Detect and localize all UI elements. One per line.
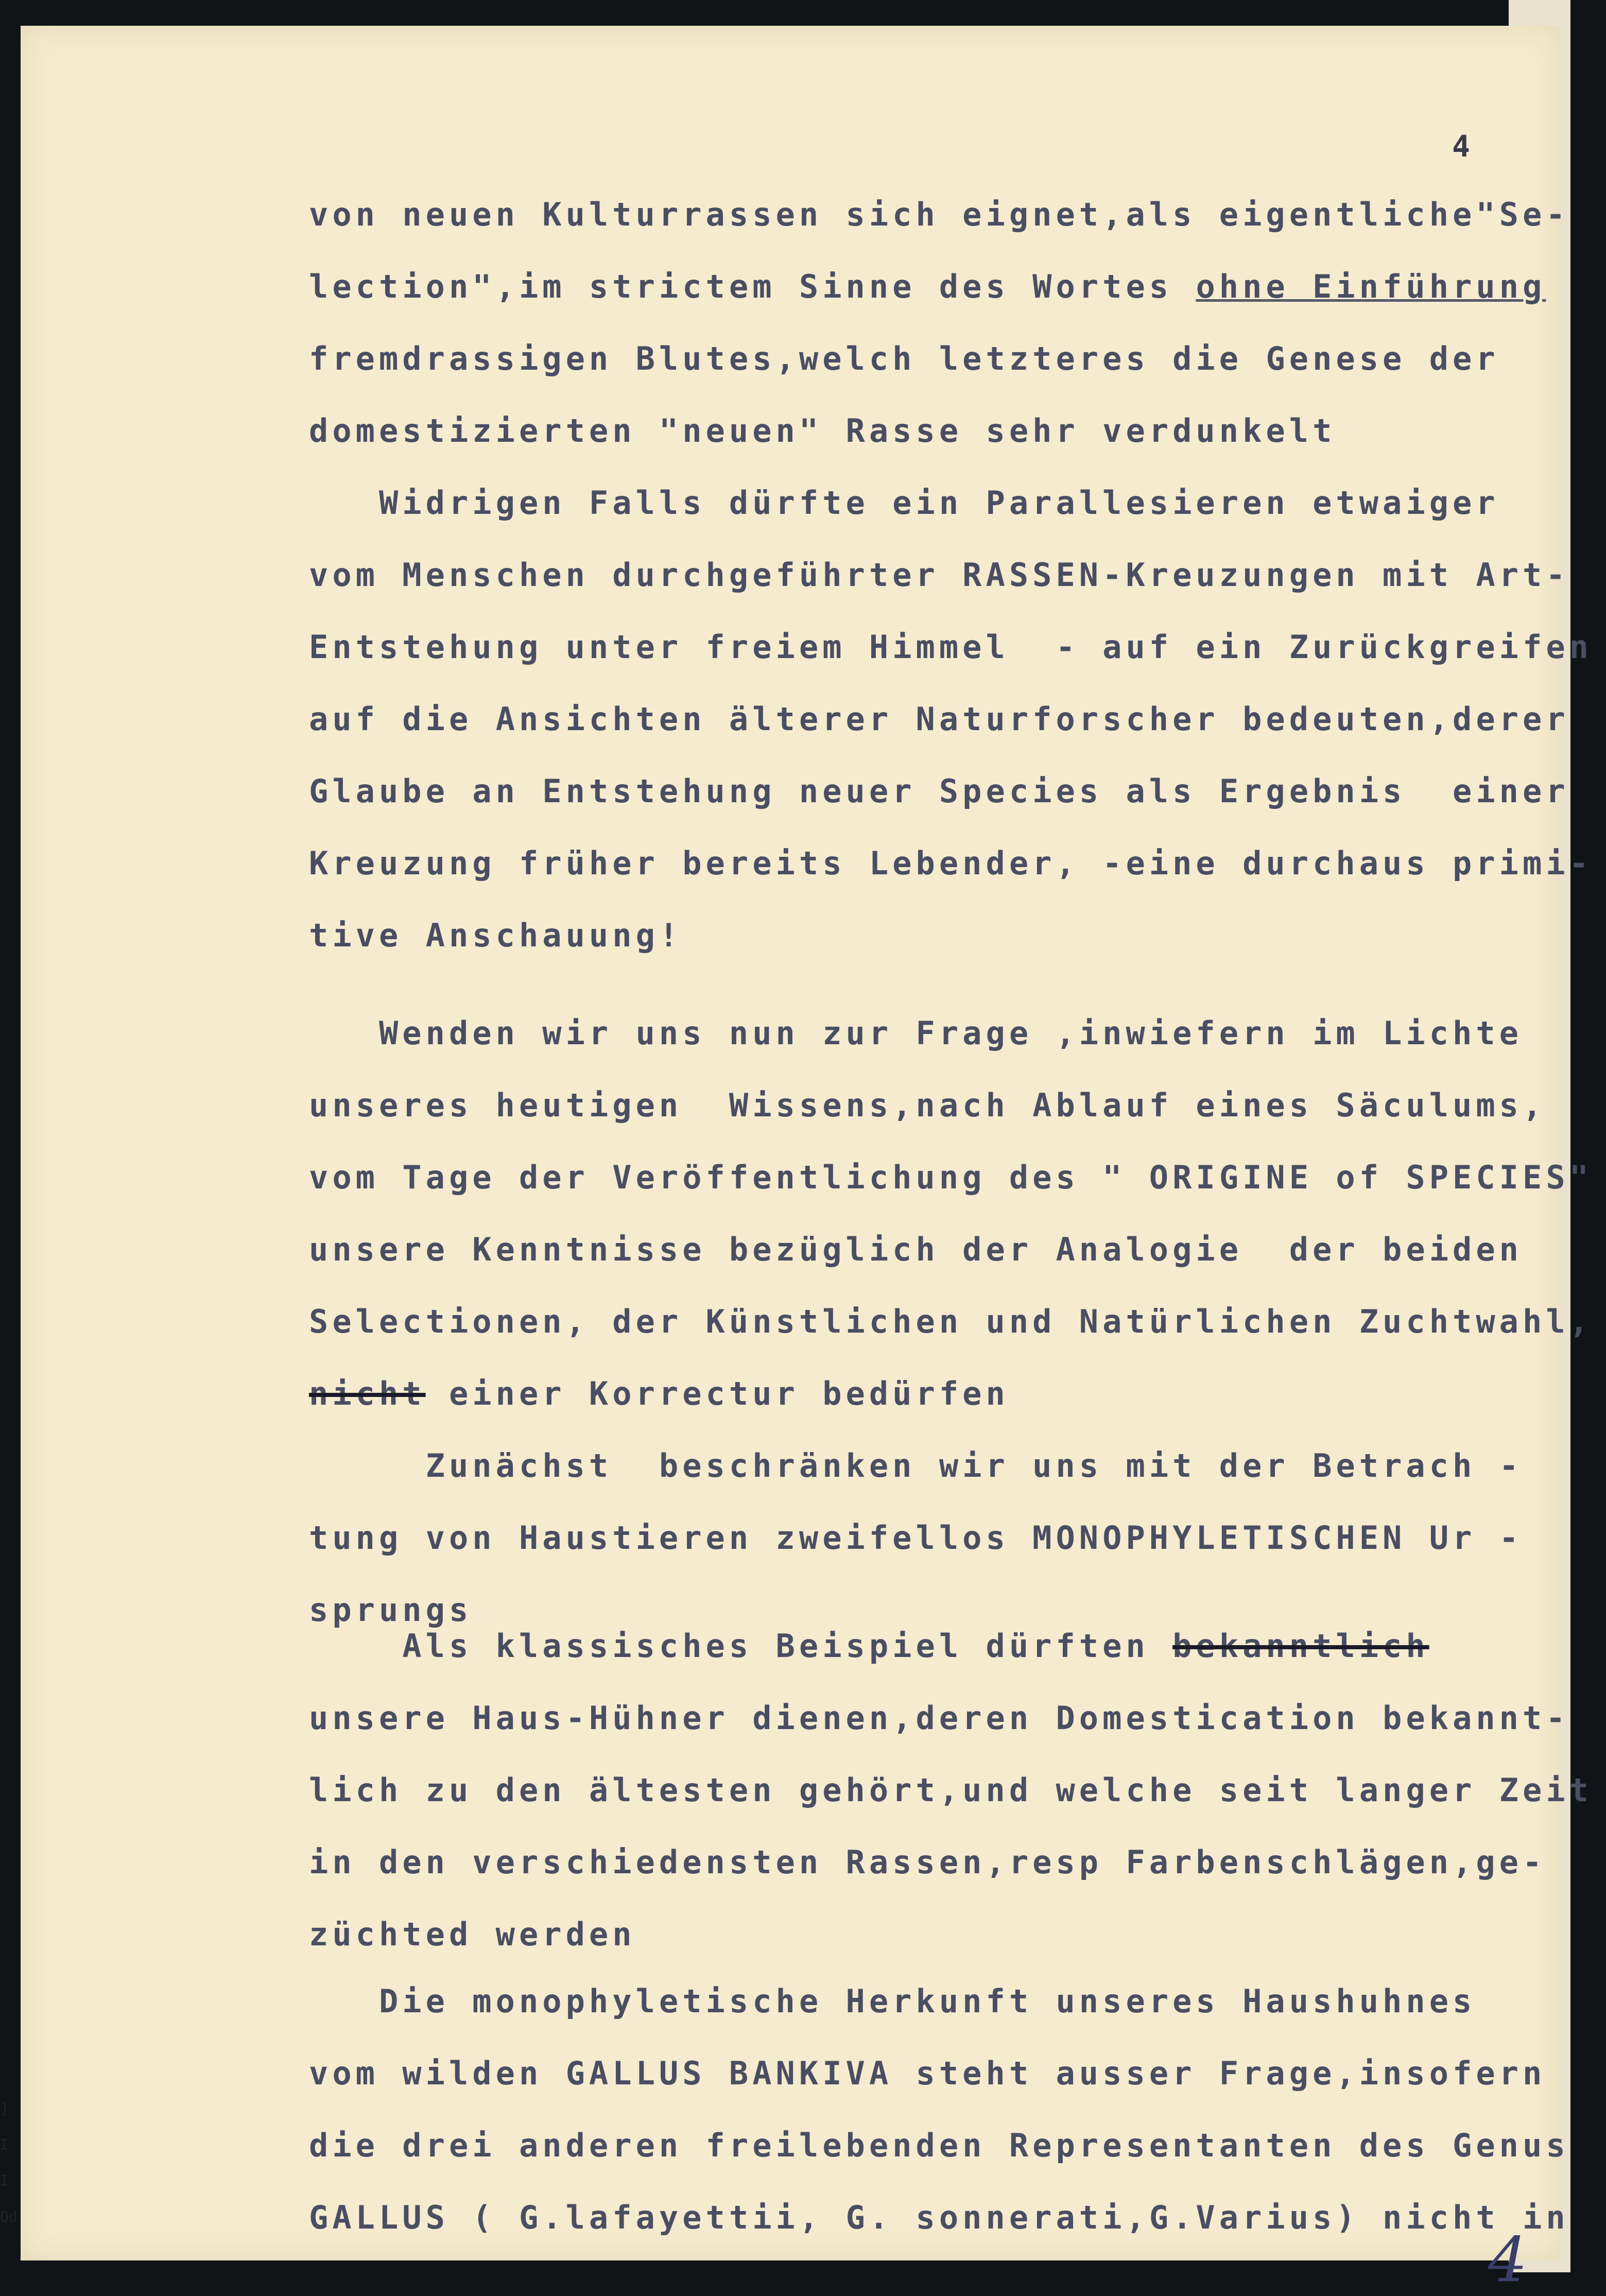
text-line: unsere Haus-Hühner dienen,deren Domestication bekannt- <box>309 1699 1569 1737</box>
text-line <box>309 1627 1429 1665</box>
handwritten-page-number: 4 <box>1488 2224 1528 2296</box>
typewritten-page <box>21 26 1593 2296</box>
struck-word: bekanntlich <box>1172 1627 1429 1665</box>
margin-fragment: I <box>0 2136 9 2153</box>
margin-fragment: ] <box>0 2100 9 2117</box>
text-line: Wenden wir uns nun zur Frage ,inwiefern im Lichte <box>309 1014 1523 1052</box>
text-line-part: einer Korrectur bedürfen <box>425 1375 1009 1412</box>
text-line: Kreuzung früher bereits Lebender, -eine durchaus primi- <box>309 844 1593 882</box>
struck-word: nicht <box>309 1375 426 1412</box>
text-line: in den verschiedensten Rassen,resp Farbenschlägen,ge- <box>309 1843 1546 1881</box>
margin-fragment: I <box>0 2172 9 2189</box>
text-line: Selectionen, der Künstlichen und Natürlichen Zuchtwahl, <box>309 1303 1593 1340</box>
text-line <box>309 268 1546 305</box>
text-line: domestizierten "neuen" Rasse sehr verdunkelt <box>309 412 1336 450</box>
text-line: Widrigen Falls dürfte ein Parallesieren etwaiger <box>309 484 1499 522</box>
text-line: sprungs <box>309 1591 473 1629</box>
page-number: 4 <box>1452 129 1470 164</box>
text-line: unseres heutigen Wissens,nach Ablauf eines Säculums, <box>309 1086 1546 1124</box>
text-line: lich zu den ältesten gehört,und welche seit langer Zeit <box>309 1771 1593 1809</box>
text-line: Zunächst beschränken wir uns mit der Betrach - <box>309 1447 1523 1484</box>
text-line: Entstehung unter freiem Himmel - auf ein Zurückgreifen <box>309 628 1593 666</box>
text-line: von neuen Kulturrassen sich eignet,als eigentliche"Se- <box>309 196 1569 233</box>
text-line-part: Als klassisches Beispiel dürften <box>309 1627 1173 1665</box>
text-line: die drei anderen freilebenden Representanten des Genus <box>309 2127 1569 2164</box>
text-line: Glaube an Entstehung neuer Species als Ergebnis einer <box>309 772 1569 810</box>
text-line: fremdrassigen Blutes,welch letzteres die Genese der <box>309 340 1499 377</box>
text-line: Die monophyletische Herkunft unseres Haushuhnes <box>309 1982 1476 2020</box>
text-line: züchted werden <box>309 1915 636 1953</box>
text-line: unsere Kenntnisse bezüglich der Analogie der beiden <box>309 1231 1523 1268</box>
text-line: vom Tage der Veröffentlichung des " ORIGINE of SPECIES" <box>309 1159 1593 1196</box>
left-margin-fragments <box>0 2091 20 2260</box>
text-line <box>309 1375 1009 1412</box>
text-line: tung von Haustieren zweifellos MONOPHYLETISCHEN Ur - <box>309 1519 1523 1557</box>
text-line: auf die Ansichten älterer Naturforscher bedeuten,derer <box>309 700 1569 738</box>
text-line: vom wilden GALLUS BANKIVA steht ausser Frage,insofern <box>309 2055 1546 2092</box>
underlined-phrase: ohne Einführung <box>1196 268 1546 305</box>
text-line-part: lection",im strictem Sinne des Wortes <box>309 268 1196 305</box>
margin-fragment: Qd <box>0 2208 18 2225</box>
text-line: tive Anschauung! <box>309 917 683 954</box>
text-line: GALLUS ( G.lafayettii, G. sonnerati,G.Varius) nicht in <box>309 2199 1569 2236</box>
text-line: vom Menschen durchgeführter RASSEN-Kreuzungen mit Art- <box>309 556 1569 594</box>
